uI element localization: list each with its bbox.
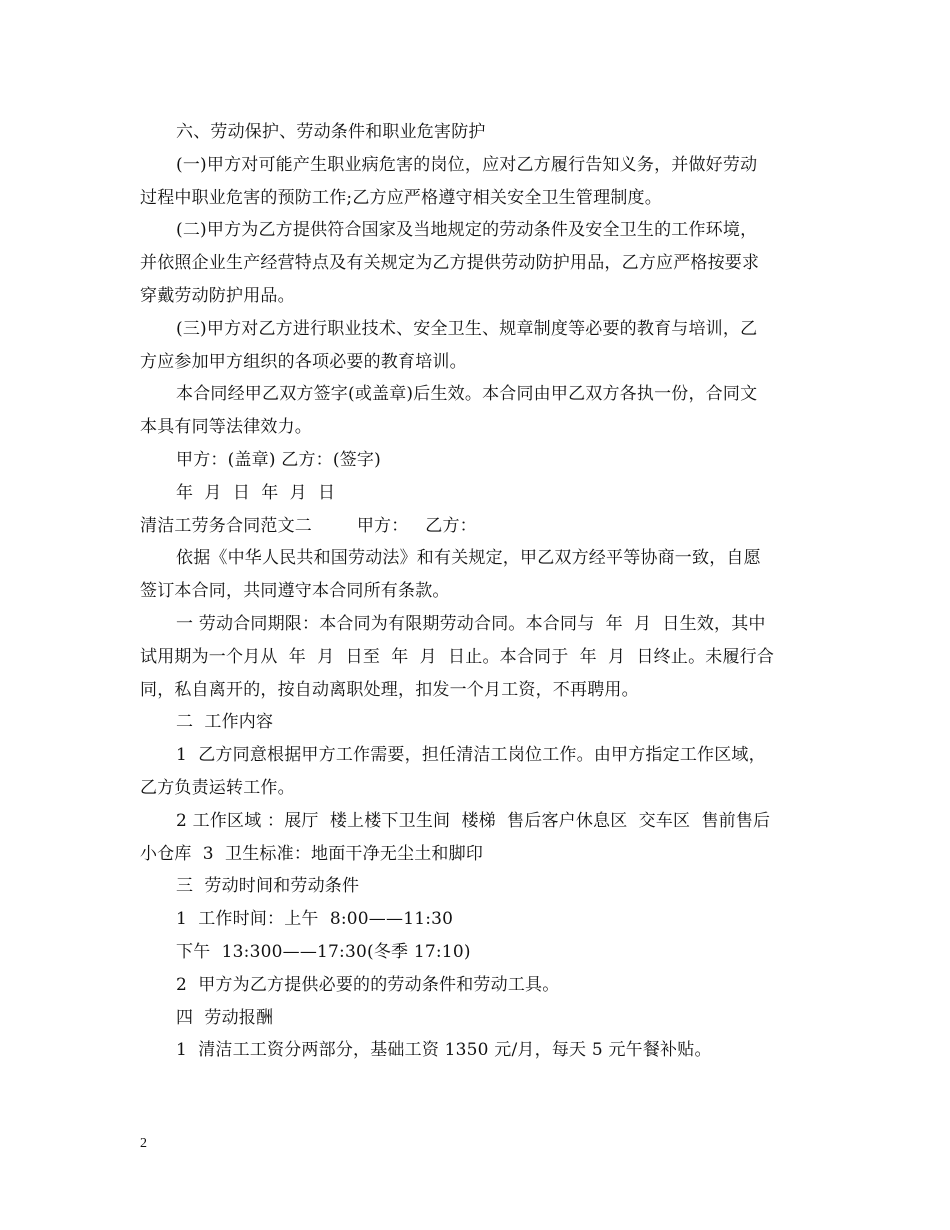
text-line: 依据《中华人民共和国劳动法》和有关规定，甲乙双方经平等协商一致，自愿 <box>176 548 761 569</box>
text-line: 清洁工劳务合同范文二 甲方： 乙方： <box>140 515 477 536</box>
text-line: 四 劳动报酬 <box>176 1007 274 1028</box>
text-line: 试用期为一个月从 年 月 日至 年 月 日止。本合同于 年 月 日终止。未履行合 <box>140 646 775 667</box>
text-line: 六、劳动保护、劳动条件和职业危害防护 <box>176 122 486 142</box>
text-line: (一)甲方对可能产生职业病危害的岗位，应对乙方履行告知义务，并做好劳动 <box>176 154 758 175</box>
page-number: 2 <box>140 1136 147 1151</box>
text-line: 过程中职业危害的预防工作;乙方应严格遵守相关安全卫生管理制度。 <box>140 187 662 208</box>
text-line: 一 劳动合同期限：本合同为有限期劳动合同。本合同与 年 月 日生效，其中 <box>176 613 766 634</box>
text-line: 甲方：(盖章) 乙方：(签字) <box>176 449 381 470</box>
text-line: 签订本合同，共同遵守本合同所有条款。 <box>140 581 450 602</box>
text-line: 1 清洁工工资分两部分，基础工资 1350 元/月，每天 5 元午餐补贴。 <box>176 1040 712 1061</box>
text-line: (二)甲方为乙方提供符合国家及当地规定的劳动条件及安全卫生的工作环境， <box>176 220 758 241</box>
text-line: (三)甲方对乙方进行职业技术、安全卫生、规章制度等必要的教育与培训，乙 <box>176 318 758 339</box>
text-line: 同，私自离开的，按自动离职处理，扣发一个月工资，不再聘用。 <box>140 679 639 700</box>
text-line: 并依照企业生产经营特点及有关规定为乙方提供劳动防护用品，乙方应严格按要求 <box>140 253 760 274</box>
text-line: 本具有同等法律效力。 <box>140 417 312 438</box>
text-line: 2 甲方为乙方提供必要的的劳动条件和劳动工具。 <box>176 974 560 995</box>
document-body <box>140 116 812 1067</box>
text-line: 2 工作区域 ：展厅 楼上楼下卫生间 楼梯 售后客户休息区 交车区 售前售后 <box>176 810 771 831</box>
text-line: 下午 13:300——17:30(冬季 17:10) <box>176 941 471 962</box>
text-line: 1 乙方同意根据甲方工作需要，担任清洁工岗位工作。由甲方指定工作区域， <box>176 745 766 766</box>
text-line: 方应参加甲方组织的各项必要的教育培训。 <box>140 351 467 372</box>
text-line: 1 工作时间：上午 8:00——11:30 <box>176 909 454 930</box>
text-line: 二 工作内容 <box>176 712 274 733</box>
text-line: 三 劳动时间和劳动条件 <box>176 876 360 897</box>
text-line: 穿戴劳动防护用品。 <box>140 285 295 306</box>
text-line: 乙方负责运转工作。 <box>140 777 295 798</box>
text-line: 本合同经甲乙双方签字(或盖章)后生效。本合同由甲乙双方各执一份，合同文 <box>176 384 758 405</box>
text-line: 小仓库 3 卫生标准：地面干净无尘土和脚印 <box>140 843 484 864</box>
text-line: 年 月 日 年 月 日 <box>176 482 336 503</box>
